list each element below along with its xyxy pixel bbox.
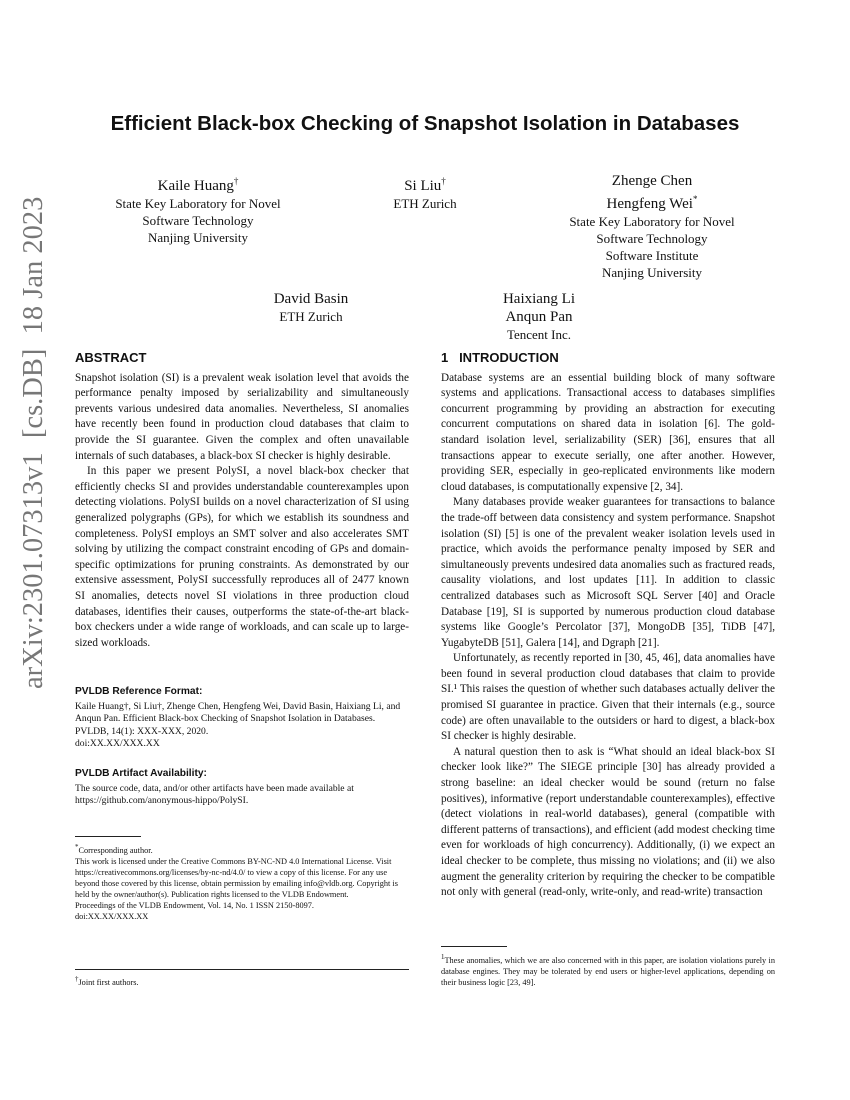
abstract-heading: ABSTRACT [75,350,147,365]
artifact-heading: PVLDB Artifact Availability: [75,768,207,779]
paper-title: Efficient Black-box Checking of Snapshot Isolation in Databases [110,112,740,135]
affiliation-line: State Key Laboratory for Novel [569,214,735,229]
arxiv-stamp: arXiv:2301.07313v1 [cs.DB] 18 Jan 2023 [18,196,49,689]
reference-authors: Kaile Huang†, Si Liu†, Zhenge Chen, Hengfeng Wei, David Basin, Haixiang Li, and Anqun Pan. [75,700,401,725]
affiliation-line: Software Institute [605,248,699,263]
intro-paragraph: A natural question then to ask is “What should an ideal black-box SI checker look like?” The SIEGE principle [30] has already provided a strong baseline: an ideal checker would be sound (return no false positives), informative (report understandable counterexamples), effective (detect violations in real-world databases), general (compatible with different patterns of transactions), and efficient (add modest checking time even for workloads of high concurrency). Additionally, (i) we expect an ideal checker to be complete, thus missing no violations; and (ii) we also augment the generality criterion by requiring the checker to be compatible not only with general (read-only, write-only, and read-write) transaction [441,745,775,899]
artifact-availability [75,768,409,808]
corresponding-mark: * [75,844,79,851]
footnote-rule [441,946,507,947]
intro-paragraph: Database systems are an essential building block of many software systems and applications. Transactional access to databases simplifies concurrent programming by providing an abstraction for executing concurrent computations on shared data in isolation [6]. The gold-standard isolation level, serializability (SER) [36], ensures that all transactions appear to execute serially, one after another. However, providing SER, especially in geo-replicated environments like modern cloud databases, is computationally expensive [2, 34]. [441,371,775,493]
affiliation-line: State Key Laboratory for Novel [115,196,281,211]
license-doi: doi:XX.XX/XXX.XX [75,911,149,921]
right-column [441,350,775,901]
author-mark: * [692,194,698,204]
affiliation-line: Software Technology [142,213,254,228]
license-footnote [75,842,409,922]
license-text: This work is licensed under the Creative Commons BY-NC-ND 4.0 International License. Visit https://creativecommons.org/licenses/by-nc-nd/4.0/ to view a copy of this license. For any use beyond those covered by this license, obtain permission by emailing info@vldb.org. Copyright is held by the owner/author(s). Publication rights licensed to the VLDB Endowment. [75,856,398,899]
joint-footnote-text: Joint first authors. [78,977,139,987]
abstract-paragraph: In this paper we present PolySI, a novel black-box checker that efficiently checks SI and provides understandable counterexamples upon detecting violations. PolySI builds on a novel characterization of SI using generalized polygraphs (GPs), for which we establish its soundness and completeness. PolySI employs an SMT solver and also accelerates SMT solving by utilizing the compact constraint encoding of GPs and domain-specific optimizations for pruning constraints. As demonstrated by our extensive assessment, PolySI successfully reproduces all of 2477 known SI anomalies, detects novel SI violations in three production cloud databases, identifies their causes, outperforms the state-of-the-art black-box checkers under a wide range of workloads, and can scale up to large-sized workloads. [75,465,409,649]
author-block-li-pan [459,290,619,343]
footnote-rule [75,969,409,970]
author-name: David Basin [273,291,349,307]
artifact-body: The source code, data, and/or other artifacts have been made available at https://github.com/anonymous-hippo/PolySI. [75,782,354,807]
author-mark: † [441,176,446,186]
author-block-david-basin [231,290,391,325]
author-name: Hengfeng Wei [606,196,693,212]
intro-paragraph: Unfortunately, as recently reported in [30, 45, 46], data anomalies have been found in several production cloud databases that claim to provide SI.¹ This raises the question of whether such databases actually deliver the promised SI guarantee in practice. Given that their internals (e.g., source code) are often unavailable to the outsiders or hard to digest, a black-box SI checker is highly desirable. [441,652,775,743]
affiliation-line: ETH Zurich [279,309,343,324]
reference-format [75,686,409,751]
author-name: Kaile Huang [157,178,234,194]
footnote-rule [75,836,141,837]
intro-footnote [441,952,775,988]
joint-mark: † [75,976,79,983]
author-name: Zhenge Chen [611,173,693,189]
reference-doi: doi:XX.XX/XXX.XX [75,738,160,750]
author-name: Anqun Pan [505,309,573,325]
author-mark: † [233,176,239,186]
reference-body: Efficient Black-box Checking of Snapshot Isolation in Databases. PVLDB, 14(1): XXX-XXX, 2020. [75,713,376,737]
joint-footnote [75,974,409,988]
author-block-si-liu [345,172,505,212]
arxiv-stamp-container [17,196,51,690]
author-name: Si Liu [404,178,442,194]
affiliation-line: Nanjing University [601,265,702,280]
abstract-paragraph: Snapshot isolation (SI) is a prevalent weak isolation level that avoids the performance penalty imposed by serializability and simultaneously prevents various undesired data anomalies. Nevertheless, SI anomalies have recently been found in production cloud databases that claim to provide the SI guarantee. Given the complex and often unavailable internals of such databases, a black-box SI checker is highly desirable. [75,371,409,462]
reference-format-heading: PVLDB Reference Format: [75,686,203,697]
author-block-kaile-huang [98,172,298,246]
left-column [75,350,409,651]
affiliation-line: ETH Zurich [393,196,457,211]
intro-footnote-text: These anomalies, which we are also concerned with in this paper, are isolation violations purely in database engines. They may be tolerated by end users or higher-level applications, depending on their business logic [23, 49]. [441,955,775,987]
proceedings-text: Proceedings of the VLDB Endowment, Vol. 14, No. 1 ISSN 2150-8097. [75,900,314,910]
introduction-heading: 1 INTRODUCTION [441,350,559,365]
author-block-chen-wei [552,172,752,281]
intro-paragraph: Many databases provide weaker guarantees for transactions to balance the trade-off between data consistency and system performance. Snapshot isolation (SI) [5] is one of the prevalent weaker isolation levels used in practice, which avoids the performance penalty imposed by SER and simultaneously prevents undesired data anomalies such as fractured reads, causality violations, and lost updates [11]. In addition to classic centralized databases such as Microsoft SQL Server [40] and Oracle Database [19], SI is supported by numerous production cloud database systems like Google’s Percolator [37], MongoDB [35], TiDB [47], YugabyteDB [51], Galera [14], and Dgraph [21]. [441,496,775,649]
affiliation-line: Tencent Inc. [506,327,572,342]
affiliation-line: Nanjing University [147,230,248,245]
author-name: Haixiang Li [502,291,576,307]
corresponding-author-note: Corresponding author. [78,845,153,855]
affiliation-line: Software Technology [596,231,708,246]
intro-footnote-mark: 1 [441,954,445,961]
